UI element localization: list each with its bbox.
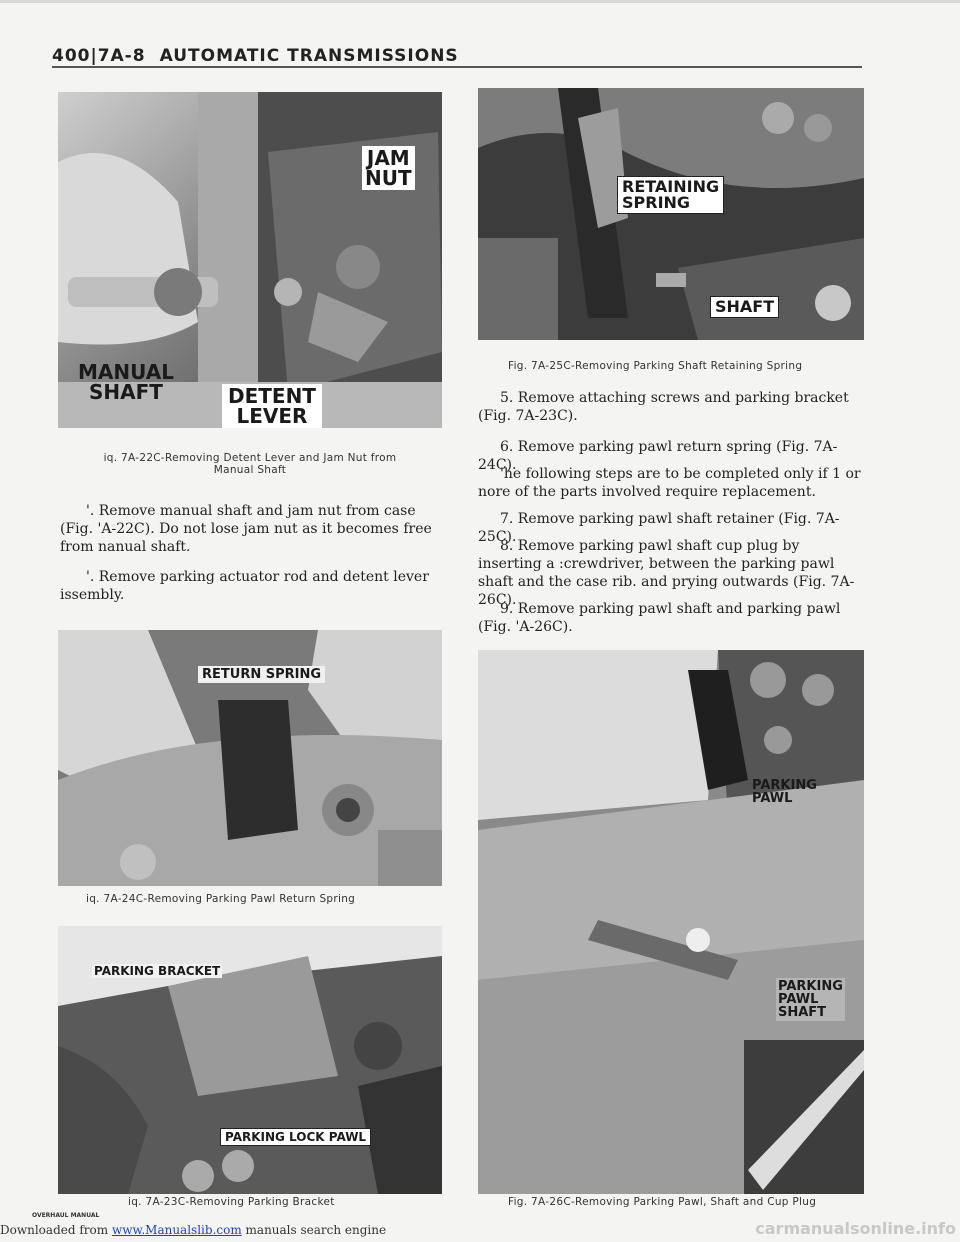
- label-detent-lever: DETENT LEVER: [222, 384, 322, 428]
- footer-download-line: OVERHAUL MANUAL Downloaded from www.Manualslib.com manuals search engine: [0, 1212, 387, 1237]
- label-shaft: SHAFT: [710, 296, 779, 318]
- manualslib-link[interactable]: www.Manualslib.com: [111, 1223, 242, 1237]
- step-8-text: 8. Remove parking pawl shaft cup plug by inserting a :crewdriver, between the parking pawl shaft and the case rib. and prying outwards (Fig. 7A-26C).: [478, 538, 855, 608]
- section-title: AUTOMATIC TRANSMISSIONS: [159, 46, 459, 66]
- label-retaining-spring: RETAINING SPRING: [617, 176, 724, 214]
- label-jam-nut: JAM NUT: [362, 146, 415, 190]
- label-parking-lock-pawl: PARKING LOCK PAWL: [220, 1128, 371, 1146]
- footer-overhaul-manual: OVERHAUL MANUAL: [32, 1212, 100, 1219]
- watermark: carmanualsonline.info: [755, 1219, 956, 1238]
- step-5-text: 5. Remove attaching screws and parking bracket (Fig. 7A-23C).: [478, 390, 849, 424]
- step-9-text: 9. Remove parking pawl shaft and parking pawl (Fig. 'A-26C).: [478, 601, 841, 635]
- label-manual-shaft: MANUAL SHAFT: [78, 360, 174, 404]
- figure-7a-25c-photo: [478, 88, 864, 340]
- figure-7a-23c-caption: iq. 7A-23C-Removing Parking Bracket: [128, 1196, 335, 1208]
- step-3-text: '. Remove manual shaft and jam nut from case (Fig. 'A-22C). Do not lose jam nut as it becomes free from nanual shaft.: [60, 503, 432, 555]
- step-6-text: 6. Remove parking pawl return spring (Fig. 7A-24C).: [478, 439, 838, 473]
- page-number: 400|7A-8: [52, 46, 146, 66]
- page-header: [52, 46, 459, 66]
- label-parking-pawl: PARKING PAWL: [752, 778, 817, 806]
- step-7-text: 7. Remove parking pawl shaft retainer (Fig. 7A-25C).: [478, 511, 840, 545]
- figure-7a-26c-photo: [478, 650, 864, 1194]
- figure-7a-22c-caption: iq. 7A-22C-Removing Detent Lever and Jam Nut from Manual Shaft: [103, 452, 397, 476]
- figure-7a-25c-caption: Fig. 7A-25C-Removing Parking Shaft Retaining Spring: [508, 360, 803, 372]
- figure-7a-24c-caption: iq. 7A-24C-Removing Parking Pawl Return Spring: [86, 893, 356, 905]
- label-parking-bracket: PARKING BRACKET: [94, 964, 221, 978]
- label-return-spring: RETURN SPRING: [198, 666, 325, 683]
- step-4-text: '. Remove parking actuator rod and detent lever issembly.: [60, 569, 429, 603]
- figure-7a-26c-caption: Fig. 7A-26C-Removing Parking Pawl, Shaft and Cup Plug: [508, 1196, 817, 1208]
- label-parking-pawl-shaft: PARKING PAWL SHAFT: [778, 979, 843, 1020]
- top-edge: [0, 0, 960, 3]
- header-rule: [52, 66, 862, 68]
- note-text: 'he following steps are to be completed only if 1 or nore of the parts involved require replacement.: [478, 466, 861, 500]
